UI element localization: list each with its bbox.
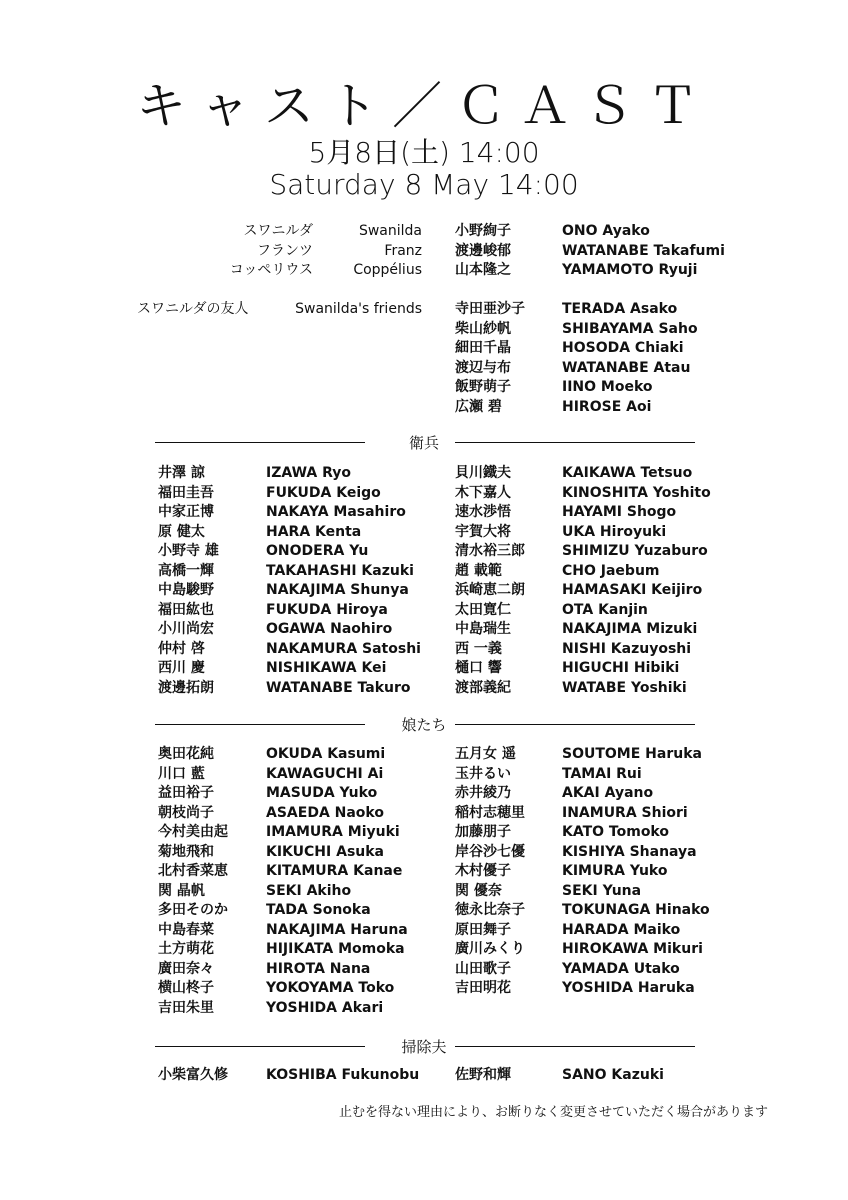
dancer-name-english: WATABE Yoshiki	[562, 679, 687, 696]
dancer-name-english: IZAWA Ryo	[266, 465, 351, 481]
dancer-name-english: YOKOYAMA Toko	[266, 980, 395, 996]
dancer-name-english: NAKAMURA Satoshi	[266, 640, 421, 657]
dancer-name-english: IINO Moeko	[562, 379, 653, 395]
dancer-name-japanese: 貝川鐵夫	[455, 465, 511, 481]
role-english: Swanilda	[358, 223, 422, 239]
divider-left	[155, 1046, 365, 1047]
dancer-name-english: KAWAGUCHI Ai	[266, 765, 384, 782]
dancer-name-japanese: 玉井るい	[455, 765, 511, 782]
dancer-name-english: SANO Kazuki	[562, 1067, 664, 1083]
dancer-name-english: WATANABE Takafumi	[562, 242, 725, 259]
role-english: Coppélius	[353, 262, 422, 278]
role-japanese: フランツ	[257, 242, 313, 259]
dancer-name-japanese: 原 健太	[158, 523, 205, 540]
dancer-name-english: NAKAJIMA Shunya	[266, 582, 409, 598]
dancer-name-english: CHO Jaebum	[562, 562, 660, 579]
dancer-name-japanese: 横山柊子	[158, 980, 214, 996]
dancer-name-english: MASUDA Yuko	[266, 785, 378, 801]
dancer-name-japanese: 西 一義	[455, 640, 502, 657]
dancer-name-english: TAKAHASHI Kazuki	[266, 562, 414, 579]
dancer-name-japanese: 仲村 啓	[158, 640, 205, 657]
dancer-name-japanese: 柴山紗帆	[455, 320, 511, 337]
dancer-name-japanese: 速水渉悟	[455, 504, 511, 520]
dancer-name-english: ONODERA Yu	[266, 543, 369, 559]
date-english: Saturday 8 May 14:00	[269, 168, 579, 201]
dancer-name-japanese: 奥田花純	[158, 746, 214, 762]
dancer-name-english: HIROTA Nana	[266, 960, 371, 977]
dancer-name-english: HAMASAKI Keijiro	[562, 582, 703, 598]
dancer-name-english: HIGUCHI Hibiki	[562, 660, 680, 676]
section-label-daughters: 娘たち	[401, 716, 447, 734]
dancer-name-japanese: 樋口 響	[455, 660, 502, 676]
dancer-name-english: ONO Ayako	[562, 223, 650, 239]
dancer-name-japanese: 益田裕子	[158, 785, 214, 801]
dancer-name-english: HARA Kenta	[266, 523, 362, 540]
dancer-name-japanese: 五月女 遥	[455, 746, 516, 762]
dancer-name-english: NAKAJIMA Haruna	[266, 921, 408, 938]
dancer-name-japanese: 関 晶帆	[158, 882, 205, 899]
dancer-name-english: ASAEDA Naoko	[266, 804, 384, 821]
dancer-name-english: NAKAJIMA Mizuki	[562, 621, 698, 637]
dancer-name-japanese: 井澤 諒	[158, 465, 205, 481]
dancer-name-japanese: 浜崎恵二朗	[455, 582, 525, 598]
dancer-name-english: TOKUNAGA Hinako	[562, 902, 710, 918]
dancer-name-japanese: 稲村志穂里	[455, 804, 525, 821]
role-japanese: スワニルダの友人	[137, 301, 249, 317]
section-label-guards: 衛兵	[408, 434, 439, 452]
dancer-name-english: HIROKAWA Mikuri	[562, 941, 703, 957]
dancer-name-japanese: 山田歌子	[455, 960, 511, 977]
dancer-name-english: YAMADA Utako	[562, 960, 680, 977]
dancer-name-japanese: 徳永比奈子	[455, 902, 525, 918]
dancer-name-english: KIKUCHI Asuka	[266, 843, 384, 860]
dancer-name-english: HAYAMI Shogo	[562, 504, 677, 520]
dancer-name-english: INAMURA Shiori	[562, 804, 688, 821]
dancer-name-japanese: 小野寺 雄	[158, 543, 219, 559]
dancer-name-japanese: 多田そのか	[158, 902, 228, 918]
dancer-name-japanese: 木下嘉人	[455, 484, 511, 501]
dancer-name-english: UKA Hiroyuki	[562, 523, 667, 540]
dancer-name-japanese: 趙 載範	[455, 562, 502, 579]
dancer-name-japanese: 今村美由起	[158, 824, 228, 840]
role-japanese: スワニルダ	[243, 223, 313, 239]
dancer-name-english: AKAI Ayano	[562, 785, 654, 801]
dancer-name-japanese: 広瀬 碧	[455, 398, 502, 415]
dancer-name-japanese: 岸谷沙七優	[455, 843, 525, 860]
dancer-name-english: NAKAYA Masahiro	[266, 504, 406, 520]
dancer-name-japanese: 赤井綾乃	[455, 785, 511, 801]
dancer-name-japanese: 宇賀大将	[455, 523, 511, 540]
dancer-name-english: YOSHIDA Haruka	[562, 980, 695, 996]
dancer-name-english: KINOSHITA Yoshito	[562, 484, 711, 501]
dancer-name-english: IMAMURA Miyuki	[266, 824, 400, 840]
dancer-name-japanese: 原田舞子	[455, 921, 511, 938]
dancer-name-japanese: 渡部義紀	[455, 679, 511, 696]
change-notice: 止むを得ない理由により、お断りなく変更させていただく場合があります	[338, 1105, 768, 1120]
dancer-name-english: HOSODA Chiaki	[562, 340, 684, 356]
dancer-name-japanese: 小野絢子	[455, 223, 511, 239]
dancer-name-japanese: 西川 慶	[158, 660, 205, 676]
dancer-name-japanese: 川口 藍	[158, 765, 205, 782]
dancer-name-english: FUKUDA Keigo	[266, 484, 381, 501]
dancer-name-japanese: 関 優奈	[455, 882, 502, 899]
dancer-name-japanese: 朝枝尚子	[158, 804, 214, 821]
dancer-name-japanese: 土方萌花	[158, 941, 214, 957]
dancer-name-japanese: 吉田朱里	[158, 999, 214, 1016]
dancer-name-japanese: 寺田亜沙子	[455, 301, 525, 317]
divider-right	[455, 442, 695, 443]
divider-right	[455, 724, 695, 725]
section-label-sweepers: 掃除夫	[401, 1038, 447, 1056]
dancer-name-japanese: 吉田明花	[455, 980, 511, 996]
dancer-name-english: YOSHIDA Akari	[266, 999, 384, 1016]
dancer-name-japanese: 佐野和輝	[455, 1067, 511, 1083]
role-english: Franz	[384, 242, 422, 259]
dancer-name-english: SOUTOME Haruka	[562, 746, 702, 762]
dancer-name-english: OKUDA Kasumi	[266, 746, 386, 762]
dancer-name-japanese: 清水裕三郎	[455, 543, 525, 559]
dancer-name-japanese: 太田寛仁	[455, 601, 511, 618]
dancer-name-english: NISHI Kazuyoshi	[562, 640, 692, 657]
dancer-name-english: SEKI Akiho	[266, 882, 352, 899]
dancer-name-english: YAMAMOTO Ryuji	[562, 262, 698, 278]
dancer-name-english: HARADA Maiko	[562, 921, 681, 938]
dancer-name-english: KATO Tomoko	[562, 824, 669, 840]
dancer-name-japanese: 北村香菜恵	[158, 863, 228, 879]
dancer-name-japanese: 木村優子	[455, 863, 511, 879]
dancer-name-english: NISHIKAWA Kei	[266, 660, 387, 676]
divider-left	[155, 442, 365, 443]
dancer-name-english: WATANABE Atau	[562, 359, 691, 376]
dancer-name-english: TERADA Asako	[562, 301, 678, 317]
date-japanese: 5月8日(土) 14:00	[308, 136, 540, 169]
dancer-name-japanese: 渡邊拓朗	[158, 679, 214, 696]
dancer-name-japanese: 渡辺与布	[455, 359, 511, 376]
dancer-name-japanese: 福田圭吾	[158, 484, 214, 501]
dancer-name-english: FUKUDA Hiroya	[266, 601, 388, 618]
dancer-name-english: TADA Sonoka	[266, 902, 371, 918]
dancer-name-english: SEKI Yuna	[562, 882, 642, 899]
dancer-name-english: KISHIYA Shanaya	[562, 843, 697, 860]
dancer-name-english: SHIMIZU Yuzaburo	[562, 543, 708, 559]
dancer-name-english: WATANABE Takuro	[266, 679, 411, 696]
dancer-name-english: SHIBAYAMA Saho	[562, 320, 698, 337]
dancer-name-japanese: 細田千晶	[455, 340, 511, 356]
dancer-name-japanese: 加藤朋子	[455, 824, 511, 840]
dancer-name-japanese: 高橋一輝	[158, 562, 214, 579]
dancer-name-japanese: 廣田奈々	[158, 960, 214, 977]
dancer-name-japanese: 中島駿野	[158, 582, 214, 598]
divider-right	[455, 1046, 695, 1047]
dancer-name-english: KITAMURA Kanae	[266, 863, 403, 879]
dancer-name-japanese: 中島春菜	[158, 921, 214, 938]
dancer-name-english: HIJIKATA Momoka	[266, 941, 405, 957]
dancer-name-english: TAMAI Rui	[562, 765, 642, 782]
role-english: Swanilda's friends	[295, 301, 422, 317]
dancer-name-japanese: 菊地飛和	[158, 843, 214, 860]
dancer-name-english: KIMURA Yuko	[562, 863, 668, 879]
dancer-name-japanese: 山本隆之	[455, 262, 511, 278]
dancer-name-japanese: 小川尚宏	[158, 621, 214, 637]
dancer-name-japanese: 廣川みくり	[455, 941, 525, 957]
dancer-name-english: KOSHIBA Fukunobu	[266, 1067, 420, 1083]
dancer-name-english: HIROSE Aoi	[562, 398, 652, 415]
dancer-name-japanese: 福田紘也	[158, 601, 214, 618]
dancer-name-japanese: 中家正博	[158, 504, 214, 520]
dancer-name-japanese: 中島瑞生	[455, 621, 511, 637]
divider-left	[155, 724, 365, 725]
dancer-name-english: OTA Kanjin	[562, 601, 648, 618]
dancer-name-japanese: 飯野萌子	[455, 379, 511, 395]
dancer-name-japanese: 小柴富久修	[158, 1067, 228, 1083]
dancer-name-english: KAIKAWA Tetsuo	[562, 465, 693, 481]
page-title: キャスト／ＣＡＳＴ	[136, 77, 712, 135]
role-japanese: コッペリウス	[229, 262, 313, 278]
dancer-name-english: OGAWA Naohiro	[266, 621, 393, 637]
dancer-name-japanese: 渡邊峻郁	[455, 242, 511, 259]
